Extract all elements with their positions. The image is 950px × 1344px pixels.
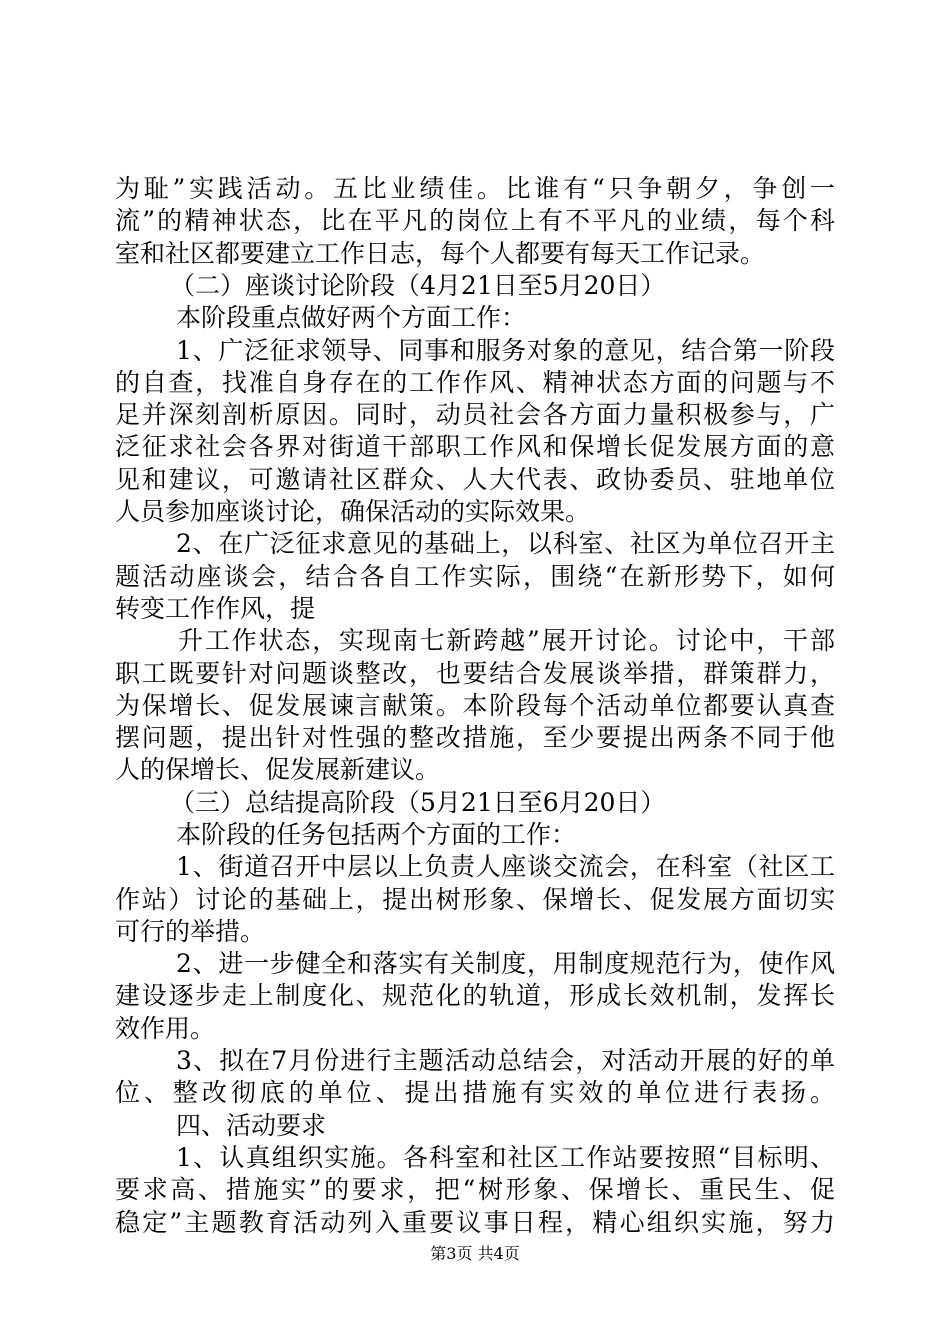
text-line: 效作用。 (115, 1014, 216, 1043)
text-line: 升工作状态，实现南七新跨越”展开讨论。讨论中，干部 (178, 626, 835, 655)
text-line: 要求高、措施实”的要求，把“树形象、保增长、重民生、促 (115, 1175, 835, 1204)
page-footer: 第3页 共4页 (430, 1244, 520, 1263)
text-line: 2、在广泛征求意见的基础上，以科室、社区为单位召开主 (176, 529, 835, 558)
text-line: 建设逐步走上制度化、规范化的轨道，形成长效机制，发挥长 (115, 981, 835, 1010)
text-line: 足并深刻剖析原因。同时，动员社会各方面力量积极参与，广 (115, 400, 835, 429)
text-line: 人员参加座谈讨论，确保活动的实际效果。 (115, 497, 591, 526)
text-line: 的自查，找准自身存在的工作作风、精神状态方面的问题与不 (115, 368, 835, 397)
text-line: 流”的精神状态，比在平凡的岗位上有不平凡的业绩，每个科 (115, 206, 835, 235)
text-line: 室和社区都要建立工作日志，每个人都要有每天工作记录。 (115, 239, 766, 268)
text-line: 摆问题，提出针对性强的整改措施，至少要提出两条不同于他 (115, 723, 835, 752)
text-line: 本阶段的任务包括两个方面的工作： (176, 820, 577, 849)
text-line: 为耻”实践活动。五比业绩佳。比谁有“只争朝夕，争创一 (115, 174, 835, 203)
text-line: 2、进一步健全和落实有关制度，用制度规范行为，使作风 (176, 949, 835, 978)
text-line: 本阶段重点做好两个方面工作： (176, 303, 527, 332)
text-line: 3、拟在7月份进行主题活动总结会，对活动开展的好的单 (176, 1046, 835, 1075)
text-line: 转变工作作风，提 (115, 594, 316, 623)
text-line: 作站）讨论的基础上，提出树形象、保增长、促发展方面切实 (115, 885, 835, 914)
text-line: 为保增长、促发展谏言献策。本阶段每个活动单位都要认真查 (115, 691, 835, 720)
text-line: 见和建议，可邀请社区群众、人大代表、政协委员、驻地单位 (115, 465, 835, 494)
text-line: 人的保增长、促发展新建议。 (115, 755, 441, 784)
text-line: 题活动座谈会，结合各自工作实际，围绕“在新形势下，如何 (115, 562, 835, 591)
text-line: 1、街道召开中层以上负责人座谈交流会，在科室（社区工 (176, 852, 835, 881)
text-line: 1、认真组织实施。各科室和社区工作站要按照“目标明、 (176, 1143, 835, 1172)
text-line: 位、整改彻底的单位、提出措施有实效的单位进行表扬。 (115, 1078, 835, 1107)
text-line: 1、广泛征求领导、同事和服务对象的意见，结合第一阶段 (176, 336, 835, 365)
text-line: 泛征求社会各界对街道干部职工作风和保增长促发展方面的意 (115, 432, 835, 461)
section-heading: （三）总结提高阶段（5月21日至6月20日） (170, 788, 666, 817)
section-heading: （二）座谈讨论阶段（4月21日至5月20日） (170, 271, 666, 300)
text-line: 可行的举措。 (115, 917, 266, 946)
text-line: 职工既要针对问题谈整改，也要结合发展谈举措，群策群力， (115, 659, 835, 688)
text-line: 稳定”主题教育活动列入重要议事日程，精心组织实施，努力 (115, 1208, 835, 1237)
section-heading: 四、活动要求 (176, 1111, 327, 1140)
